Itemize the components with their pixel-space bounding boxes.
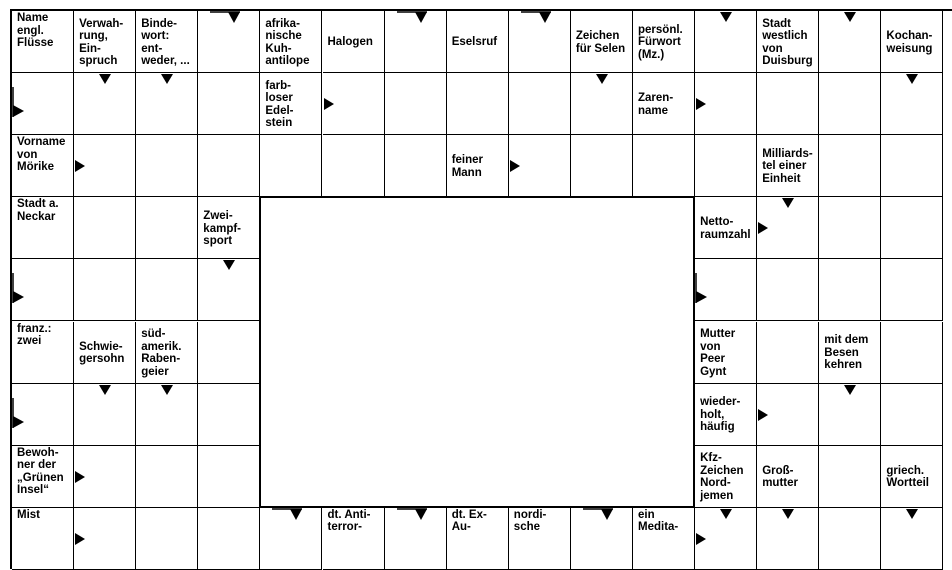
answer-cell[interactable] <box>757 322 819 384</box>
clue-cell: Mist <box>12 508 74 570</box>
answer-cell[interactable] <box>136 446 198 508</box>
clue-cell: afrika- nische Kuh- antilope <box>260 11 322 73</box>
direction-arrow-icon <box>780 508 796 520</box>
answer-cell[interactable] <box>198 73 260 135</box>
direction-arrow-icon <box>97 384 113 396</box>
clue-cell: Kochan- weisung <box>881 11 943 73</box>
answer-cell[interactable] <box>881 135 943 197</box>
direction-arrow-icon <box>583 508 627 522</box>
clue-cell: Eselsruf <box>447 11 509 73</box>
clue-cell: farb- loser Edel- stein <box>260 73 322 135</box>
answer-cell[interactable] <box>881 384 943 446</box>
clue-cell: Milliards- tel einer Einheit <box>757 135 819 197</box>
direction-arrow-icon <box>74 158 86 174</box>
answer-cell[interactable] <box>819 446 881 508</box>
answer-cell[interactable] <box>136 259 198 321</box>
clue-cell: Kfz- Zeichen Nord- jemen <box>695 446 757 508</box>
direction-arrow-icon <box>718 11 734 23</box>
answer-cell[interactable] <box>819 259 881 321</box>
clue-cell: dt. Anti- terror- <box>323 508 385 570</box>
clue-cell: Vorname von Mörike <box>12 135 74 197</box>
clue-cell: Netto- raumzahl <box>695 197 757 259</box>
direction-arrow-icon <box>695 273 709 317</box>
direction-arrow-icon <box>718 508 734 520</box>
clue-cell: franz.: zwei <box>12 322 74 384</box>
direction-arrow-icon <box>757 220 769 236</box>
clue-cell: Zaren- name <box>633 73 695 135</box>
clue-cell: Verwah- rung, Ein- spruch <box>74 11 136 73</box>
answer-cell[interactable] <box>260 135 322 197</box>
crossword-grid <box>10 9 952 569</box>
answer-cell[interactable] <box>881 322 943 384</box>
clue-cell: Zeichen für Selen <box>571 11 633 73</box>
answer-cell[interactable] <box>447 73 509 135</box>
answer-cell[interactable] <box>323 135 385 197</box>
direction-arrow-icon <box>397 508 441 522</box>
clue-cell: griech. Wortteil <box>881 446 943 508</box>
answer-cell[interactable] <box>198 446 260 508</box>
direction-arrow-icon <box>904 508 920 520</box>
direction-arrow-icon <box>210 11 254 25</box>
direction-arrow-icon <box>12 87 26 131</box>
answer-cell[interactable] <box>695 135 757 197</box>
direction-arrow-icon <box>12 273 26 317</box>
clue-cell: feiner Mann <box>447 135 509 197</box>
answer-cell[interactable] <box>74 197 136 259</box>
clue-cell: persönl. Fürwort (Mz.) <box>633 11 695 73</box>
direction-arrow-icon <box>842 384 858 396</box>
answer-cell[interactable] <box>757 73 819 135</box>
answer-cell[interactable] <box>385 135 447 197</box>
direction-arrow-icon <box>323 96 335 112</box>
direction-arrow-icon <box>74 469 86 485</box>
direction-arrow-icon <box>842 11 858 23</box>
answer-cell[interactable] <box>74 259 136 321</box>
answer-cell[interactable] <box>198 384 260 446</box>
direction-arrow-icon <box>397 11 441 25</box>
direction-arrow-icon <box>74 531 86 547</box>
clue-cell: wieder- holt, häufig <box>695 384 757 446</box>
clue-cell: Binde- wort: ent- weder, ... <box>136 11 198 73</box>
answer-cell[interactable] <box>633 135 695 197</box>
picture-area <box>259 196 695 508</box>
answer-cell[interactable] <box>198 508 260 570</box>
answer-cell[interactable] <box>509 73 571 135</box>
direction-arrow-icon <box>272 508 316 522</box>
clue-cell: Zwei- kampf- sport <box>198 197 260 259</box>
clue-cell: Schwie- gersohn <box>74 322 136 384</box>
answer-cell[interactable] <box>819 135 881 197</box>
clue-cell: Stadt westlich von Duisburg <box>757 11 819 73</box>
direction-arrow-icon <box>159 384 175 396</box>
answer-cell[interactable] <box>881 197 943 259</box>
clue-cell: dt. Ex-Au- <box>447 508 509 570</box>
direction-arrow-icon <box>97 73 113 85</box>
clue-cell: Bewoh- ner der „Grünen Insel“ <box>12 446 74 508</box>
direction-arrow-icon <box>159 73 175 85</box>
clue-cell: nordi- sche <box>509 508 571 570</box>
clue-cell: Name engl. Flüsse <box>12 11 74 73</box>
answer-cell[interactable] <box>385 73 447 135</box>
clue-cell: mit dem Besen kehren <box>819 322 881 384</box>
clue-cell: Mutter von Peer Gynt <box>695 322 757 384</box>
direction-arrow-icon <box>509 158 521 174</box>
direction-arrow-icon <box>594 73 610 85</box>
direction-arrow-icon <box>780 197 796 209</box>
answer-cell[interactable] <box>819 197 881 259</box>
direction-arrow-icon <box>695 531 707 547</box>
direction-arrow-icon <box>757 407 769 423</box>
answer-cell[interactable] <box>881 259 943 321</box>
answer-cell[interactable] <box>757 259 819 321</box>
answer-cell[interactable] <box>136 197 198 259</box>
clue-cell: Halogen <box>323 11 385 73</box>
clue-cell: ein Medita- <box>633 508 695 570</box>
answer-cell[interactable] <box>136 508 198 570</box>
clue-cell: Stadt a. Neckar <box>12 197 74 259</box>
direction-arrow-icon <box>12 398 26 442</box>
direction-arrow-icon <box>695 96 707 112</box>
answer-cell[interactable] <box>819 508 881 570</box>
clue-cell: süd- amerik. Raben- geier <box>136 322 198 384</box>
direction-arrow-icon <box>521 11 565 25</box>
answer-cell[interactable] <box>819 73 881 135</box>
direction-arrow-icon <box>221 259 237 271</box>
direction-arrow-icon <box>904 73 920 85</box>
answer-cell[interactable] <box>198 135 260 197</box>
answer-cell[interactable] <box>198 322 260 384</box>
answer-cell[interactable] <box>571 135 633 197</box>
answer-cell[interactable] <box>136 135 198 197</box>
clue-cell: Groß- mutter <box>757 446 819 508</box>
